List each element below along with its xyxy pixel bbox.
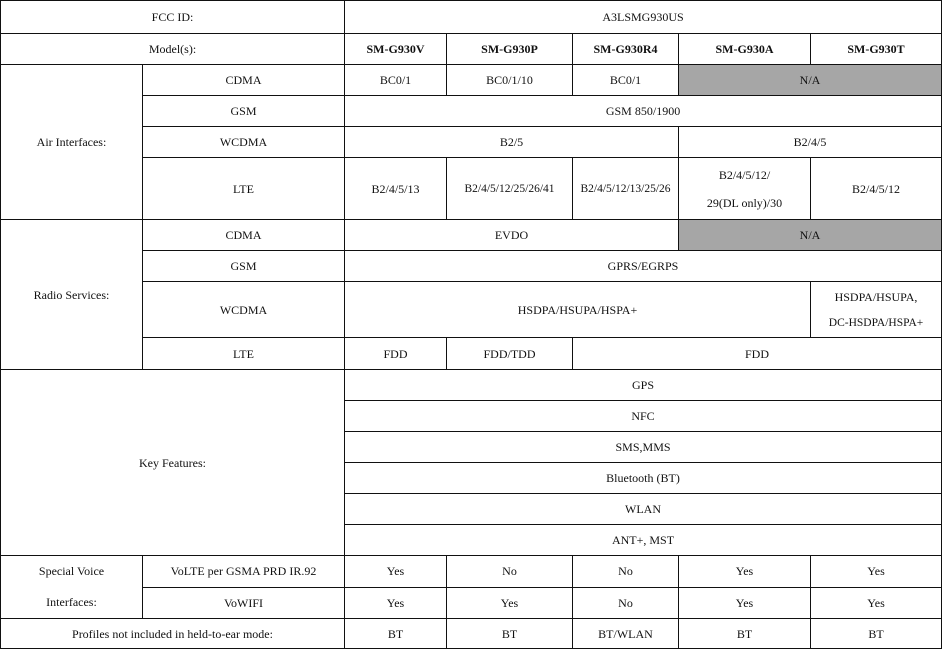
air-interfaces-label: Air Interfaces: [1, 65, 143, 220]
air-lte-p: B2/4/5/12/25/26/41 [447, 158, 573, 220]
vowifi-a: Yes [679, 587, 811, 619]
air-lte-a [679, 158, 811, 220]
radio-wcdma-t-line2: DC-HSDPA/HSPA+ [828, 316, 924, 329]
radio-wcdma-t [811, 282, 942, 338]
air-wcdma-label: WCDMA [143, 127, 345, 158]
model-g930a: SM-G930A [679, 34, 811, 65]
feature-nfc: NFC [345, 401, 942, 432]
profiles-v: BT [345, 619, 447, 649]
volte-row [1, 556, 942, 588]
model-g930t: SM-G930T [811, 34, 942, 65]
fcc-id-value: A3LSMG930US [345, 1, 942, 34]
feature-sms-mms: SMS,MMS [345, 432, 942, 463]
radio-lte-v: FDD [345, 338, 447, 370]
air-lte-a-line1: B2/4/5/12/ [718, 167, 771, 182]
volte-p: No [447, 556, 573, 588]
profiles-p: BT [447, 619, 573, 649]
air-gsm-row [1, 96, 942, 127]
volte-label: VoLTE per GSMA PRD IR.92 [143, 556, 345, 588]
air-cdma-row [1, 65, 942, 96]
profiles-r4: BT/WLAN [573, 619, 679, 649]
vowifi-p: Yes [447, 587, 573, 619]
profiles-t: BT [811, 619, 942, 649]
vowifi-r4: No [573, 587, 679, 619]
radio-wcdma-vpra: HSDPA/HSUPA/HSPA+ [345, 282, 811, 338]
volte-r4: No [573, 556, 679, 588]
air-wcdma-row [1, 127, 942, 158]
profiles-label: Profiles not included in held-to-ear mode: [1, 619, 345, 649]
radio-wcdma-label: WCDMA [143, 282, 345, 338]
radio-cdma-na: N/A [679, 220, 942, 251]
air-lte-t: B2/4/5/12 [811, 158, 942, 220]
special-voice-line2: Interfaces: [46, 595, 97, 609]
feature-bluetooth: Bluetooth (BT) [345, 463, 942, 494]
radio-cdma-row [1, 220, 942, 251]
air-cdma-r4: BC0/1 [573, 65, 679, 96]
model-g930r4: SM-G930R4 [573, 34, 679, 65]
air-gsm-value: GSM 850/1900 [345, 96, 942, 127]
radio-services-label: Radio Services: [1, 220, 143, 370]
fcc-id-label: FCC ID: [1, 1, 345, 34]
air-wcdma-at: B2/4/5 [679, 127, 942, 158]
model-g930v: SM-G930V [345, 34, 447, 65]
feature-row [1, 370, 942, 401]
key-features-label: Key Features: [1, 370, 345, 556]
models-row [1, 34, 942, 65]
radio-wcdma-row [1, 282, 942, 338]
vowifi-label: VoWIFI [143, 587, 345, 619]
radio-lte-label: LTE [143, 338, 345, 370]
air-lte-label: LTE [143, 158, 345, 220]
special-voice-line1: Special Voice [38, 564, 105, 578]
vowifi-row [1, 587, 942, 619]
air-lte-a-line2: 29(DL only)/30 [706, 195, 783, 210]
radio-gsm-label: GSM [143, 251, 345, 282]
radio-gsm-row [1, 251, 942, 282]
vowifi-v: Yes [345, 587, 447, 619]
radio-gsm-value: GPRS/EGRPS [345, 251, 942, 282]
radio-lte-rest: FDD [573, 338, 942, 370]
volte-t: Yes [811, 556, 942, 588]
feature-wlan: WLAN [345, 494, 942, 525]
air-gsm-label: GSM [143, 96, 345, 127]
air-lte-v: B2/4/5/13 [345, 158, 447, 220]
profiles-a: BT [679, 619, 811, 649]
feature-ant-mst: ANT+, MST [345, 525, 942, 556]
radio-cdma-label: CDMA [143, 220, 345, 251]
models-label: Model(s): [1, 34, 345, 65]
model-g930p: SM-G930P [447, 34, 573, 65]
air-cdma-label: CDMA [143, 65, 345, 96]
radio-lte-row [1, 338, 942, 370]
volte-a: Yes [679, 556, 811, 588]
air-cdma-na: N/A [679, 65, 942, 96]
air-lte-row [1, 158, 942, 220]
vowifi-t: Yes [811, 587, 942, 619]
profiles-row [1, 619, 942, 649]
fcc-id-row [1, 1, 942, 34]
air-cdma-p: BC0/1/10 [447, 65, 573, 96]
air-lte-r4: B2/4/5/12/13/25/26 [573, 158, 679, 220]
feature-gps: GPS [345, 370, 942, 401]
radio-wcdma-t-line1: HSDPA/HSUPA, [834, 289, 918, 304]
air-wcdma-vpr: B2/5 [345, 127, 679, 158]
special-voice-label [1, 556, 143, 619]
air-cdma-v: BC0/1 [345, 65, 447, 96]
volte-v: Yes [345, 556, 447, 588]
radio-lte-p: FDD/TDD [447, 338, 573, 370]
radio-cdma-vpr: EVDO [345, 220, 679, 251]
